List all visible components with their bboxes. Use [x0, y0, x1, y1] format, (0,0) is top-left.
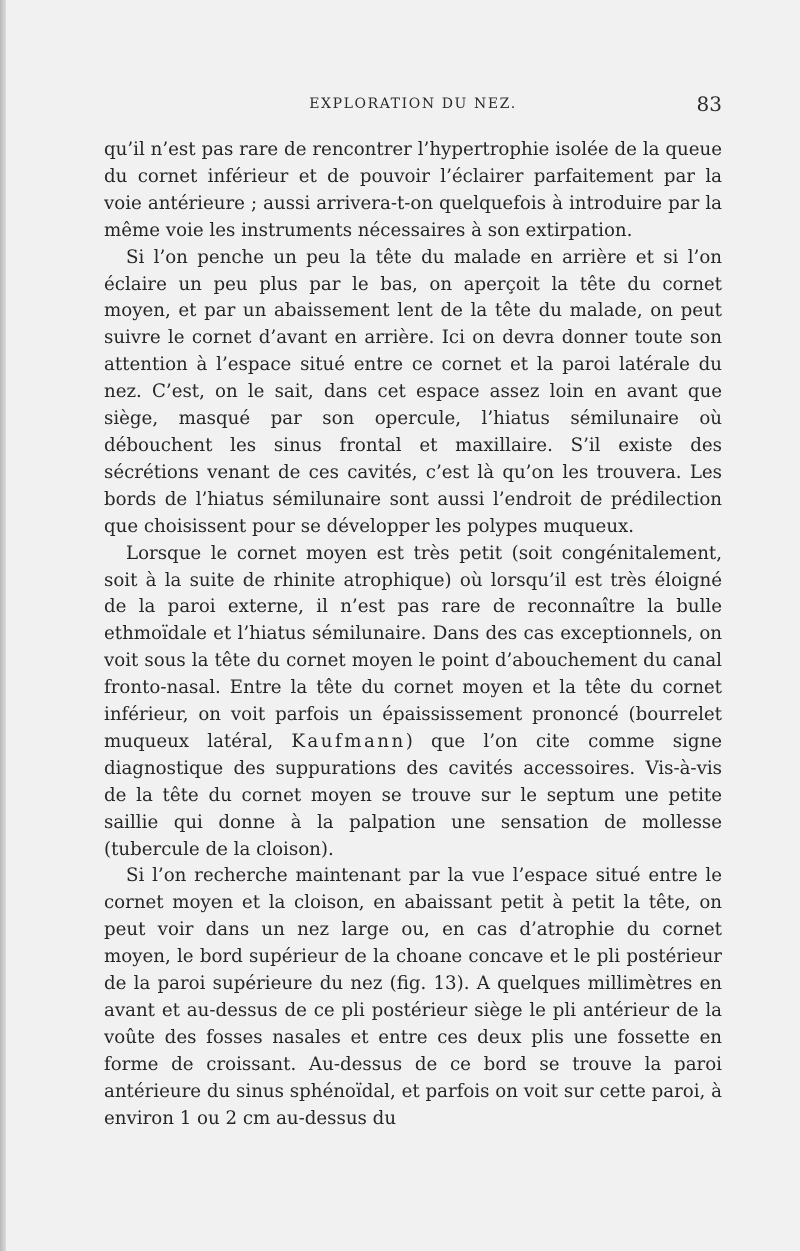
running-head: [104, 92, 722, 122]
paragraph-continued: qu’il n’est pas rare de rencontrer l’hypertrophie isolée de la queue du cornet inférieur et de pouvoir l’éclairer parfaitement par la voie antérieure ; aussi arrivera-t-on quelquefois à introduire par la même voie les instruments nécessaires à son extirpation.: [104, 139, 722, 241]
paragraph-text-after-author: ) que l’on cite comme signe diagnostique des suppurations des cavités accessoires. Vis-à-vis de la tête du cornet moyen se trouve sur le septum une petite saillie qui donne à la palpation une sensation de mollesse (tubercule de la cloison).: [104, 730, 723, 860]
body-text: [104, 137, 722, 1133]
running-title: EXPLORATION DU NEZ.: [309, 96, 517, 112]
paragraph-cornet-moyen: Si l’on penche un peu la tête du malade en arrière et si l’on éclaire un peu plus par le bas, on aperçoit la tête du cornet moyen, et par un abaissement lent de la tête du malade, on peut suivre le cornet d’avant en arrière. Ici on devra donner toute son attention à l’espace situé entre ce cornet et la paroi latérale du nez. C’est, on le sait, dans cet espace assez loin en avant que siège, masqué par son opercule, l’hiatus sémilunaire où débouchent les sinus frontal et maxillaire. S’il existe des sécrétions venant de ces cavités, c’est là qu’on les trouvera. Les bords de l’hiatus sémilunaire sont aussi l’endroit de prédilection que choisissent pour se développer les polypes muqueux.: [104, 246, 722, 537]
paragraph-espace-cloison: Si l’on recherche maintenant par la vue l’espace situé entre le cornet moyen et la cloison, en abaissant petit à petit la tête, on peut voir dans un nez large ou, en cas d’atrophie du cornet moyen, le bord supérieur de la choane concave et le pli postérieur de la paroi supérieure du nez (fig. 13). A quelques millimètres en avant et au-dessus de ce pli postérieur siège le pli antérieur de la voûte des fosses nasales et entre ces deux plis une fossette en forme de croissant. Au-dessus de ce bord se trouve la paroi antérieure du sinus sphénoïdal, et parfois on voit sur cette paroi, à environ 1 ou 2 cm au-dessus du: [104, 865, 722, 1129]
paragraph-text-before-author: Lorsque le cornet moyen est très petit (soit congénitalement, soit à la suite de rhinite atrophique) où lorsqu’il est très éloigné de la paroi externe, il n’est pas rare de reconnaître la bulle ethmoïdale et l’hiatus sémilunaire. Dans des cas exceptionnels, on voit sous la tête du cornet moyen le point d’abouchement du canal fronto-nasal. Entre la tête du cornet moyen et la tête du cornet inférieur, on voit parfois un épaississement prononcé (bourrelet muqueux latéral,: [104, 542, 722, 752]
paragraph-bulle-ethmoidale: [104, 541, 722, 864]
page-number: 83: [696, 92, 722, 116]
author-name: Kaufmann: [291, 730, 406, 752]
